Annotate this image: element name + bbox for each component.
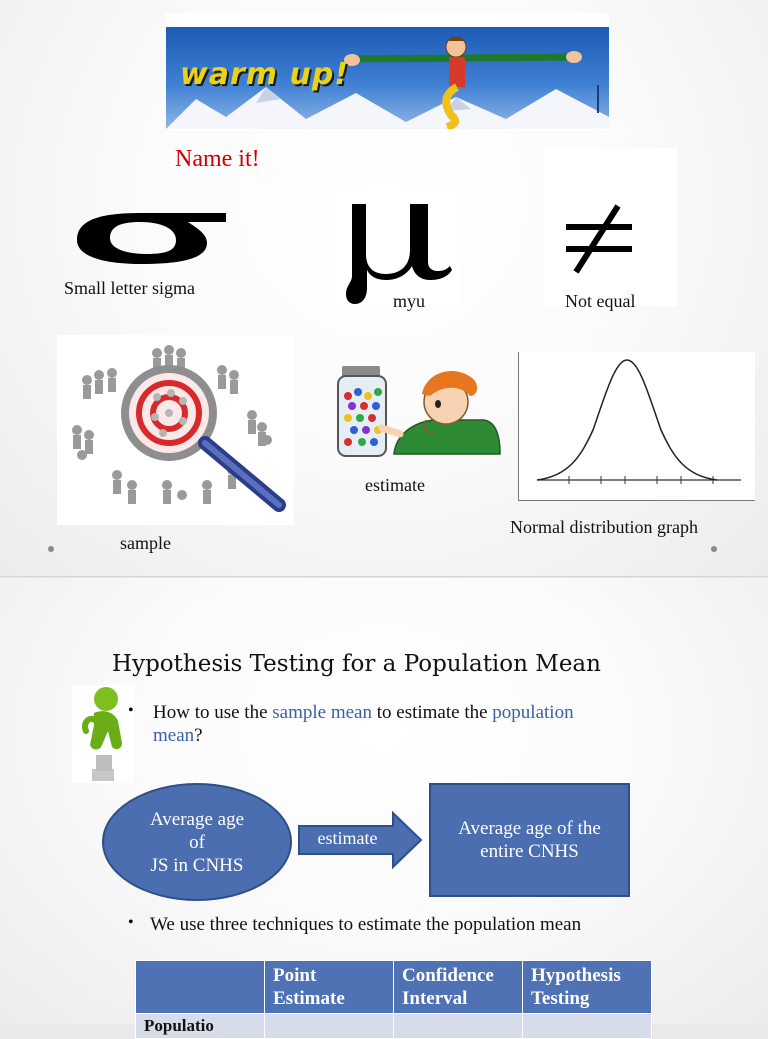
- table-header-confidence-interval: [394, 961, 523, 1014]
- normal-curve-icon: [519, 352, 755, 500]
- jar-of-candies-icon: [334, 362, 502, 466]
- mu-icon: [338, 196, 458, 306]
- sample-ellipse-line-3: JS in CNHS: [150, 854, 244, 876]
- normal-distribution-graph: [518, 352, 755, 501]
- symbol-label-not-equal: Not equal: [565, 291, 636, 311]
- term-mean: mean: [153, 725, 195, 746]
- slide-title: Hypothesis Testing for a Population Mean: [112, 651, 601, 677]
- not-equal-icon: [560, 202, 638, 276]
- slide-dot-left: [48, 546, 54, 552]
- sigma-icon: [70, 198, 230, 270]
- table-header-empty: [136, 961, 265, 1014]
- term-sample-mean: sample mean: [272, 702, 372, 723]
- symbol-label-mu: myu: [393, 291, 426, 311]
- warm-up-banner: [166, 27, 609, 129]
- slide-dot-right: [711, 546, 717, 552]
- slide-hypothesis-testing: [0, 578, 768, 1024]
- not-equal-symbol: [560, 202, 638, 276]
- sample-ellipse: [102, 783, 292, 901]
- term-population: population: [492, 702, 574, 723]
- sample-picture: [57, 335, 294, 525]
- bullet-2: We use three techniques to estimate the population mean: [150, 914, 582, 935]
- picture-label-normal: Normal distribution graph: [510, 517, 698, 537]
- table-cell: Populatio: [136, 1014, 265, 1039]
- picture-label-estimate: estimate: [365, 475, 425, 495]
- bullet-1: [153, 701, 643, 747]
- header-line: Point: [273, 965, 317, 986]
- magnifier-crowd-icon: [57, 335, 294, 525]
- table-header-point-estimate: [265, 961, 394, 1014]
- population-box-line-1: Average age of the: [458, 818, 601, 839]
- bullet-1-suffix: ?: [194, 725, 203, 746]
- population-box: [429, 783, 630, 897]
- picture-label-sample: sample: [120, 533, 171, 553]
- symbol-label-sigma: Small letter sigma: [64, 278, 195, 298]
- arrow-label: estimate: [317, 828, 378, 848]
- sample-ellipse-line-2: of: [189, 831, 205, 853]
- header-line: Estimate: [273, 988, 345, 1009]
- mu-symbol: [338, 196, 458, 306]
- slide-heading: Name it!: [175, 146, 260, 172]
- banner-title: warm up!: [180, 57, 349, 92]
- table-header-row: [136, 961, 652, 1014]
- header-line: Confidence: [402, 965, 494, 986]
- table-cell: [394, 1014, 523, 1039]
- table-cell: [523, 1014, 652, 1039]
- bullet-1-middle: to estimate the: [371, 702, 493, 723]
- header-line: Testing: [531, 988, 590, 1009]
- population-box-line-2: entire CNHS: [480, 841, 579, 862]
- techniques-table: [135, 960, 652, 1039]
- estimate-picture: [334, 362, 502, 466]
- sigma-symbol: [70, 198, 230, 270]
- sample-ellipse-line-1: Average age: [149, 808, 245, 830]
- header-line: Hypothesis: [531, 965, 621, 986]
- bullet-1-prefix: How to use the: [153, 702, 273, 723]
- table-row: [136, 1014, 652, 1039]
- table-cell: [265, 1014, 394, 1039]
- bullet-mark-1: •: [128, 702, 134, 719]
- header-line: Interval: [402, 988, 468, 1009]
- thinking-figure: [72, 685, 134, 783]
- bullet-mark-2: •: [128, 914, 134, 931]
- table-header-hypothesis-testing: [523, 961, 652, 1014]
- thinking-person-icon: [72, 685, 134, 783]
